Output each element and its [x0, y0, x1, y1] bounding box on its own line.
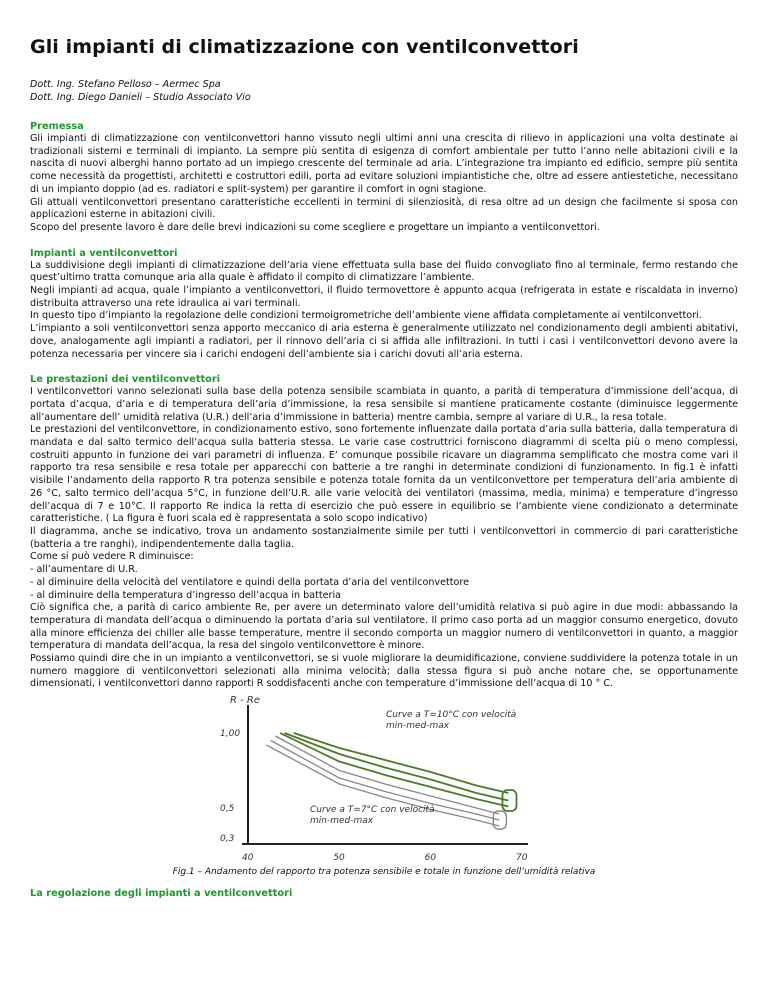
annotation-t7-line1: Curve a T=7°C con velocità: [310, 805, 435, 816]
section-heading: Le prestazioni dei ventilconvettori: [30, 374, 221, 386]
section-heading: Premessa: [30, 121, 84, 132]
section-premessa: [30, 120, 738, 235]
paragraph: In questo tipo d’impianto la regolazione delle condizioni termoigrometriche dell’ambiente viene affidata completamente ai ventilconvettori.: [30, 310, 702, 322]
paragraph: Le prestazioni del ventilconvettore, in condizionamento estivo, sono fortemente influenzate dalla portata d’aria sulla batteria, dalla temperatura di mandata e dal salto termico dell’acqua sulla batteria stessa. Le varie case costruttrici forniscono diagrammi di scelta più o meno complessi, costruiti appunto in funzione dei vari parametri di influenza. E’ comunque possibile ricavare un diagramma semplificato che mostra come vari il rapporto tra resa sensibile e resa totale per apparecchi con batterie a tre ranghi in determinate condizioni di funzionamento. In fig.1 è infatti visibile l’andamento della rapporto R tra potenza sensibile e potenza totale fornita da un ventilconvettore per temperatura dell’aria ambiente di 26 °C, salto termico dell’acqua 5°C, in funzione dell’U.R. alle varie velocità dei ventilatori (massima, media, minima) e temperature d’ingresso dell’acqua di 7 e 10°C. Il rapporto Re indica la retta di esercizio che può essere in equilibrio se l’ambiente viene condizionato a determinate caratteristiche. ( La figura è fuori scala ed è rappresentata a solo scopo indicativo): [30, 424, 738, 525]
paragraph: Possiamo quindi dire che in un impianto a ventilconvettori, se si vuole migliorare la deumidificazione, conviene suddividere la potenza totale in un numero maggiore di ventilconvettori selezionati alla minima velocità; dalla stessa figura si può anche notare che, se opportunamente dimensionati, i ventilconvettori danno rapporti R soddisfacenti anche con temperature d’immissione dell’acqua di 10 ° C.: [30, 653, 738, 690]
paragraph: Negli impianti ad acqua, quale l’impianto a ventilconvettori, il fluido termovettore è appunto acqua (refrigerata in estate e riscaldata in inverno) distribuita attraverso una rete idraulica ai vari terminali.: [30, 285, 738, 309]
annotation-t10-line1: Curve a T=10°C con velocità: [386, 710, 517, 721]
x-tick-label: 60: [424, 853, 437, 864]
y-axis-label: R - Re: [230, 695, 261, 707]
paragraph: Scopo del presente lavoro è dare delle brevi indicazioni su come scegliere e progettare un impianto a ventilconvettori.: [30, 221, 600, 233]
paragraph: L’impianto a soli ventilconvettori senza apporto meccanico di aria esterna è generalmente utilizzato nel condizionamento degli ambienti abitativi, dove, analogamente agli impianti a radiatori, per il rinnovo dell’aria ci si affida alle infiltrazioni. In tutti i casi i ventilconvettori devono avere la potenza necessaria per vincere sia i carichi endogeni dell’ambiente sia i carichi dovuti all’aria esterna.: [30, 323, 738, 360]
x-tick-label: 40: [242, 853, 254, 864]
paragraph: Gli impianti di climatizzazione con ventilconvettori hanno vissuto negli ultimi anni una crescita di rilievo in applicazioni una volta destinate ai tradizionali sistemi e terminali di impianto. La sempre più sentita di esigenza di comfort ambientale per tutto l’anno nelle abitazioni civili e la nascita di nuovi alberghi hanno portato ad un impiego crescente del terminale ad aria. L’integrazione tra impianto ed edificio, sempre più sentita come necessità da progettisti, architetti e costruttori edili, porta ad evitare soluzioni impiantistiche che, oltre ad essere antiestetiche, necessitano di un impianto doppio (ad es. radiatori e split-system) per garantire il comfort in ogni stagione.: [30, 133, 738, 195]
page-title: Gli impianti di climatizzazione con ventilconvettori: [30, 36, 579, 58]
y-tick-label: 0,3: [220, 834, 235, 845]
y-tick-label: 1,00: [220, 729, 241, 740]
paragraph: - al diminuire della temperatura d’ingresso dell’acqua in batteria: [30, 589, 342, 601]
section-heading-regolazione: La regolazione degli impianti a ventilconvettori: [30, 888, 293, 900]
paragraph: Gli attuali ventilconvettori presentano caratteristiche eccellenti in termini di silenziosità, di resa oltre ad un design che facilmente si sposa con applicazioni esterne in abitazioni civili.: [30, 196, 738, 221]
paragraph: - all’aumentare di U.R.: [30, 564, 138, 576]
annotation-t7-line2: min-med-max: [310, 816, 374, 827]
paragraph: Il diagramma, anche se indicativo, trova un andamento sostanzialmente simile per tutti i ventilconvettori in commercio di pari caratteristiche (batteria a tre ranghi), indipendentemente dalla taglia.: [30, 525, 738, 550]
y-tick-label: 0,5: [220, 804, 235, 815]
rr-chart: [0, 695, 768, 865]
section-prestazioni: [30, 373, 738, 691]
paragraph: I ventilconvettori vanno selezionati sulla base della potenza sensibile scambiata in quanto, a parità di temperatura d’immissione dell’acqua, di portata d’acqua, d’aria e di temperatura dell’aria d’immissione, la resa sensibile si mantiene praticamente costante (diminuisce leggermente all’aumentare dell’ umidità relativa (U.R.) dell’aria d’immissione in batteria) mentre cambia, sempre al variare di U.R., la resa totale.: [30, 386, 738, 423]
authors: [30, 78, 738, 104]
figure-1: [0, 695, 768, 865]
annotation-t10-line2: min-med-max: [386, 721, 450, 732]
paragraph: Ciò significa che, a parità di carico ambiente Re, per avere un determinato valore dell’umidità relativa si può agire in due modi: abbassando la temperatura di mandata dell’acqua o diminuendo la portata d’aria sul ventilatore. Il primo caso porta ad un maggior consumo energetico, dovuto alla minore efficienza dei chiller alle basse temperature, mentre il secondo comporta un maggior numero di ventilconvettori in quanto, a maggior temperatura di mandata dell’acqua, la resa del singolo ventilconvettore è minore.: [30, 602, 738, 652]
paragraph: Come si può vedere R diminuisce:: [30, 551, 194, 563]
paragraph: La suddivisione degli impianti di climatizzazione dell’aria viene effettuata sulla base del fluido convogliato fino al terminale, fermo restando che quest’ultimo tratta comunque aria alla quale è affidato il compito di climatizzare l’ambiente.: [30, 259, 738, 284]
x-tick-label: 70: [516, 853, 528, 864]
paragraph: - al diminuire della velocità del ventilatore e quindi della portata d’aria del ventilconvettore: [30, 576, 470, 588]
highlight-box-t7: [493, 811, 506, 829]
author-1: Dott. Ing. Stefano Pelloso – Aermec Spa: [30, 79, 221, 90]
section-heading: Impianti a ventilconvettori: [30, 247, 178, 259]
author-2: Dott. Ing. Diego Danieli – Studio Associato Vio: [30, 92, 251, 103]
section-impianti: [30, 247, 738, 362]
x-tick-label: 50: [333, 853, 345, 864]
figure-caption: Fig.1 – Andamento del rapporto tra potenza sensibile e totale in funzione dell’umidità relativa: [172, 867, 596, 878]
